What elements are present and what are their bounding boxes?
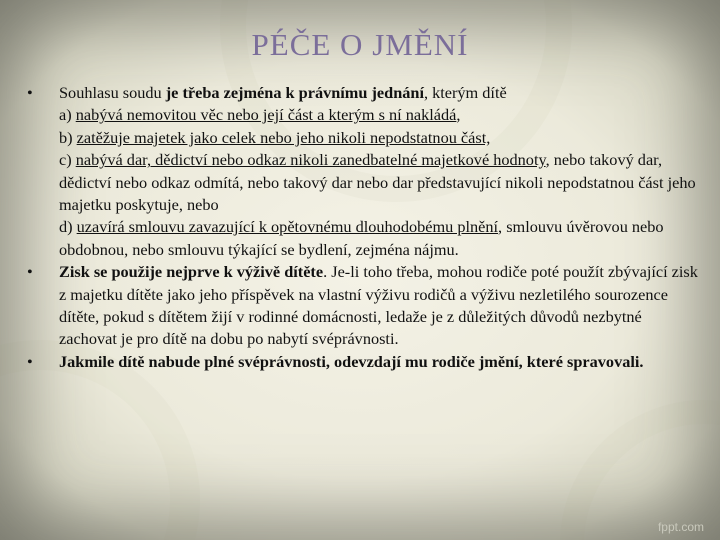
bold-text: Zisk se použije nejprve k výživě dítěte [59, 262, 324, 282]
watermark: fppt.com [657, 520, 704, 534]
item-d-prefix: d) [59, 217, 77, 237]
text-run: , kterým dítě [423, 83, 507, 102]
bullet-icon: • [27, 83, 33, 102]
content-body [22, 82, 702, 373]
page-title: PÉČE O JMĚNÍ [251, 27, 469, 62]
item-a-prefix: a) [59, 105, 76, 125]
text-run: . Je-li toho třeba, mohou rodiče poté použít zbývající zisk z majetku dítěte jako jeho příspěvek na vlastní výživu rodičů a výživu nezletilého sourozence dítěte, pokud s dítětem žijí v rodinné domácnosti, ledaže je z důležitých důvodů nezbytné zachovat je pro dítě na dobu po nabytí svéprávnosti. [59, 262, 698, 349]
bullet-icon: • [27, 351, 33, 371]
list-item [22, 261, 702, 351]
text-run: , [456, 105, 461, 125]
text-run: , nebo takový dar, dědictví nebo odkaz odmítá, nebo takový dar nebo dar představující nikoli nepodstatnou část jeho majetku poskytuje, nebo [59, 150, 696, 215]
text-run: , smlouvu úvěrovou nebo obdobnou, nebo smlouvu týkající se bydlení, zejména nájmu. [59, 217, 664, 259]
underlined-text: nabývá nemovitou věc nebo její část a kterým s ní nakládá [75, 105, 457, 125]
underlined-text: zatěžuje majetek jako celek nebo jeho nikoli nepodstatnou část, [76, 127, 491, 147]
text-run: Souhlasu soudu [59, 83, 166, 102]
decorative-ring-right [560, 400, 720, 540]
item-c-prefix: c) [59, 150, 76, 170]
bold-text: je třeba zejména k právnímu jednání [165, 83, 424, 102]
bold-text: Jakmile dítě nabude plné svéprávnosti, odevzdají mu rodiče jmění, které spravovali. [59, 351, 644, 371]
item-b-prefix: b) [59, 127, 77, 147]
list-item [22, 351, 702, 373]
underlined-text: nabývá dar, dědictví nebo odkaz nikoli zanedbatelné majetkové hodnoty [75, 150, 546, 170]
bullet-icon: • [27, 262, 33, 282]
underlined-text: uzavírá smlouvu zavazující k opětovnému dlouhodobému plnění [76, 217, 499, 237]
list-item [22, 82, 702, 261]
